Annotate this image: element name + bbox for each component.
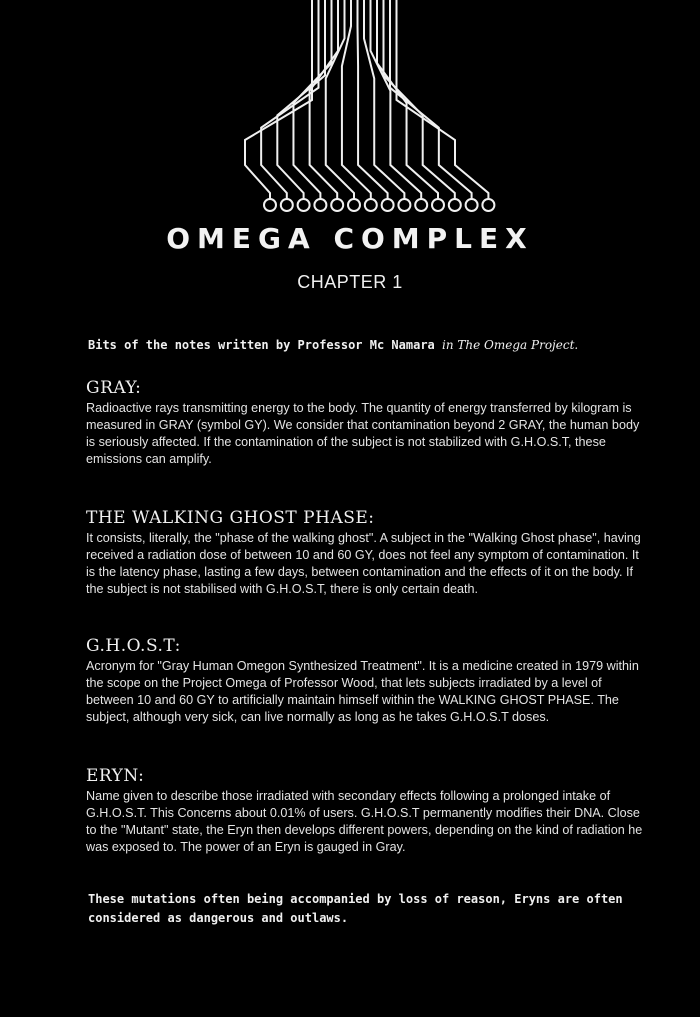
circuit-node xyxy=(348,199,360,211)
circuit-trace xyxy=(310,0,338,199)
section-heading: GRAY: xyxy=(86,378,142,398)
circuit-node xyxy=(314,199,326,211)
section-body: Name given to describe those irradiated with secondary effects following a prolonged intake of G.H.O.S.T. This Concerns about 0.01% of users. G.H.O.S.T permanently modifies their DNA. Close to the "Mutant" state, the Eryn then develops different powers, depending on the kind of radiation he was exposed to. The power of an Eryn is gauged in Gray. xyxy=(86,789,643,854)
circuit-node xyxy=(298,199,310,211)
circuit-node xyxy=(449,199,461,211)
circuit-node xyxy=(415,199,427,211)
intro-source: in The Omega Project. xyxy=(442,338,579,352)
circuit-node xyxy=(482,199,494,211)
section-eryn xyxy=(86,766,646,856)
section-gray xyxy=(86,378,646,468)
circuit-node xyxy=(365,199,377,211)
section-body: Acronym for "Gray Human Omegon Synthesized Treatment". It is a medicine created in 1979 within the scope on the Project Omega of Professor Wood, that lets subjects irradiated by a level of between 10 and 60 GY to artificially maintain himself within the WALKING GHOST PHASE. The subject, although very sick, can live normally as long as he takes G.H.O.S.T doses. xyxy=(86,659,639,724)
circuit-trace xyxy=(342,0,371,199)
intro-line xyxy=(88,338,648,352)
circuit-node xyxy=(398,199,410,211)
section-heading: G.H.O.S.T: xyxy=(86,636,181,656)
circuit-node xyxy=(264,199,276,211)
intro-text: Bits of the notes written by Professor Mc Namara xyxy=(88,338,443,352)
circuit-node xyxy=(466,199,478,211)
circuit-node xyxy=(331,199,343,211)
page-title: OMEGA COMPLEX xyxy=(166,222,534,255)
circuit-logo xyxy=(0,0,700,220)
closing-paragraph: These mutations often being accompanied by loss of reason, Eryns are often considered as dangerous and outlaws. xyxy=(88,892,623,925)
circuit-node xyxy=(432,199,444,211)
section-ghost xyxy=(86,636,646,726)
section-walking-ghost xyxy=(86,508,646,598)
chapter-heading: CHAPTER 1 xyxy=(297,272,403,292)
section-body: It consists, literally, the "phase of the walking ghost". A subject in the "Walking Ghost phase", having received a radiation dose of between 10 and 60 GY, does not feel any symptom of contamination. It is the latency phase, lasting a few days, between contamination and the effects of it on the body. If the subject is not stabilised with G.H.O.S.T, there is only certain death. xyxy=(86,531,641,596)
section-heading: THE WALKING GHOST PHASE: xyxy=(86,508,375,528)
circuit-node xyxy=(281,199,293,211)
circuit-node xyxy=(382,199,394,211)
section-heading: ERYN: xyxy=(86,766,145,786)
section-body: Radioactive rays transmitting energy to the body. The quantity of energy transferred by kilogram is measured in GRAY (symbol GY). We consider that contamination beyond 2 GRAY, the human body is seriously affected. If the contamination of the subject is not stabilized with G.H.O.S.T, these emissions can amplify. xyxy=(86,401,640,466)
